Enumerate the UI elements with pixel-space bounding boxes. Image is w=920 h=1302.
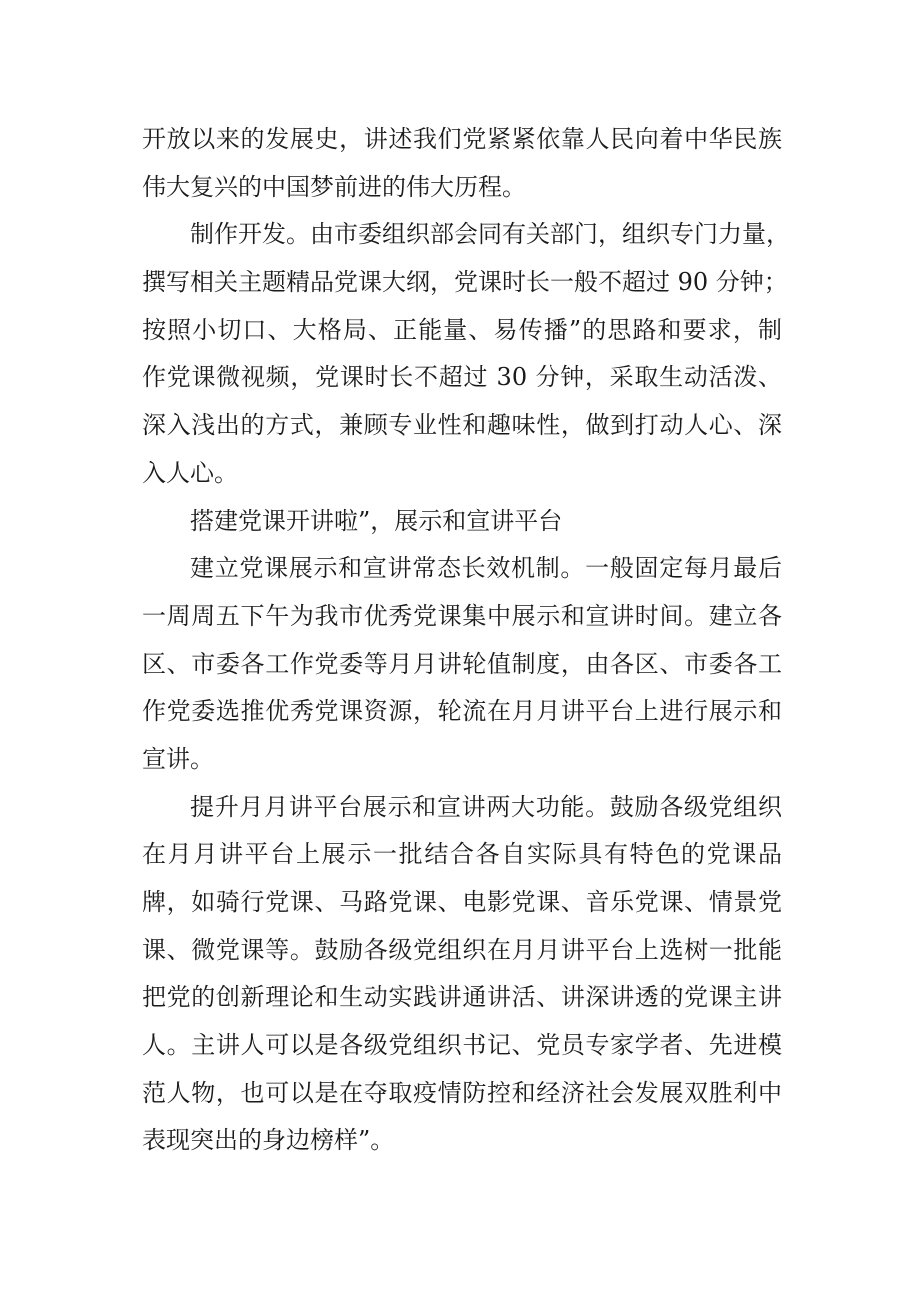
text-line: 开放以来的发展史，讲述我们党紧紧依靠人民向着中华民族 — [142, 125, 782, 153]
paragraph — [142, 116, 782, 211]
text-line: 作党课微视频，党课时长不超过 30 分钟，采取生动活泼、 — [142, 363, 782, 392]
text-line: 范人物，也可以是在夺取疫情防控和经济社会发展双胜利中 — [142, 1078, 782, 1107]
text-line: 一周周五下午为我市优秀党课集中展示和宣讲时间。建立各 — [142, 601, 782, 630]
text-line: 宣讲。 — [142, 744, 214, 773]
text-line: 人。主讲人可以是各级党组织书记、党员专家学者、先进模 — [142, 1031, 782, 1060]
text-line: 表现突出的身边榜样”。 — [142, 1126, 395, 1155]
paragraph — [142, 784, 782, 1166]
text-line: 区、市委各工作党委等月月讲轮值制度，由各区、市委各工 — [142, 649, 782, 678]
text-line: 制作开发。由市委组织部会同有关部门，组织专门力量， — [190, 220, 790, 249]
text-line: 搭建党课开讲啦”，展示和宣讲平台 — [190, 506, 563, 535]
text-line: 按照小切口、大格局、正能量、易传播”的思路和要求，制 — [142, 315, 782, 344]
text-line: 提升月月讲平台展示和宣讲两大功能。鼓励各级党组织 — [190, 792, 782, 821]
text-line: 在月月讲平台上展示一批结合各自实际具有特色的党课品 — [142, 840, 782, 869]
paragraph — [142, 545, 782, 783]
section-heading — [142, 498, 782, 546]
text-line: 牌，如骑行党课、马路党课、电影党课、音乐党课、情景党 — [142, 888, 782, 916]
paragraph — [142, 211, 790, 497]
text-line: 把党的创新理论和生动实践讲通讲活、讲深讲透的党课主讲 — [142, 983, 782, 1012]
text-line: 深入浅出的方式，兼顾专业性和趣味性，做到打动人心、深 — [142, 411, 782, 440]
text-line: 课、微党课等。鼓励各级党组织在月月讲平台上选树一批能 — [142, 935, 782, 964]
text-line: 建立党课展示和宣讲常态长效机制。一般固定每月最后 — [190, 554, 782, 583]
text-line: 伟大复兴的中国梦前进的伟大历程。 — [142, 172, 526, 201]
text-line: 撰写相关主题精品党课大纲，党课时长一般不超过 90 分钟； — [142, 268, 788, 297]
text-line: 入人心。 — [142, 458, 238, 487]
text-line: 作党委选推优秀党课资源，轮流在月月讲平台上进行展示和 — [142, 697, 782, 726]
